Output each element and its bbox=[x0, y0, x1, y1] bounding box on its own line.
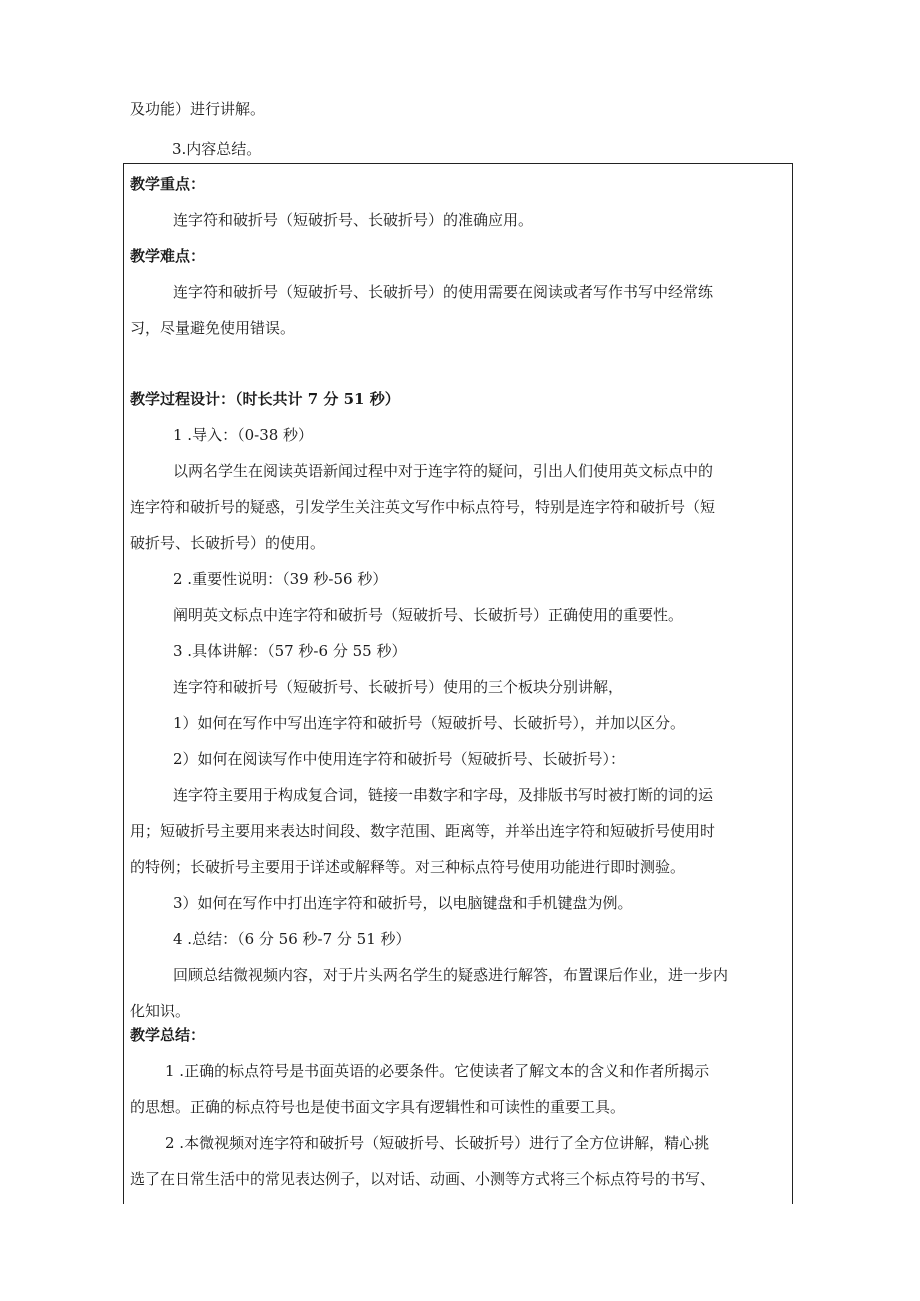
process-line: 连字符和破折号（短破折号、长破折号）使用的三个板块分别讲解， bbox=[173, 678, 624, 696]
table-left-border bbox=[123, 163, 124, 1204]
table-top-border bbox=[123, 163, 793, 164]
process-line: 阐明英文标点中连字符和破折号（短破折号、长破折号）正确使用的重要性。 bbox=[173, 606, 684, 624]
process-line: 破折号、长破折号）的使用。 bbox=[130, 534, 326, 552]
intro-line: 及功能）进行讲解。 bbox=[130, 100, 266, 118]
process-line: 回顾总结微视频内容，对于片头两名学生的疑惑进行解答，布置课后作业，进一步内 bbox=[173, 966, 729, 984]
summary-heading: 教学总结： bbox=[130, 1026, 206, 1044]
summary-line: 的思想。正确的标点符号也是使书面文字具有逻辑性和可读性的重要工具。 bbox=[130, 1098, 626, 1116]
process-line: 3）如何在写作中打出连字符和破折号，以电脑键盘和手机键盘为例。 bbox=[173, 894, 633, 912]
focus-line: 连字符和破折号（短破折号、长破折号）的准确应用。 bbox=[173, 211, 534, 229]
process-line: 连字符主要用于构成复合词，链接一串数字和字母，及排版书写时被打断的词的运 bbox=[173, 786, 714, 804]
process-heading: 教学过程设计：（时长共计 7 分 51 秒） bbox=[130, 390, 400, 408]
process-line: 2 .重要性说明：（39 秒-56 秒） bbox=[173, 570, 388, 588]
process-line: 的特例；长破折号主要用于详述或解释等。对三种标点符号使用功能进行即时测验。 bbox=[130, 858, 686, 876]
process-line: 1）如何在写作中写出连字符和破折号（短破折号、长破折号），并加以区分。 bbox=[173, 714, 686, 732]
process-line: 4 .总结：（6 分 56 秒-7 分 51 秒） bbox=[173, 930, 411, 948]
process-line: 化知识。 bbox=[130, 1002, 191, 1020]
summary-line: 2 .本微视频对连字符和破折号（短破折号、长破折号）进行了全方位讲解，精心挑 bbox=[165, 1134, 710, 1152]
table-right-border bbox=[792, 163, 793, 1204]
process-line: 以两名学生在阅读英语新闻过程中对于连字符的疑问，引出人们使用英文标点中的 bbox=[173, 462, 714, 480]
process-line: 3 .具体讲解：（57 秒-6 分 55 秒） bbox=[173, 642, 407, 660]
process-line: 连字符和破折号的疑惑，引发学生关注英文写作中标点符号，特别是连字符和破折号（短 bbox=[130, 498, 716, 516]
difficulty-heading: 教学难点： bbox=[130, 247, 206, 265]
intro-line: 3.内容总结。 bbox=[172, 140, 262, 158]
process-line: 用；短破折号主要用来表达时间段、数字范围、距离等，并举出连字符和短破折号使用时 bbox=[130, 822, 716, 840]
difficulty-line: 连字符和破折号（短破折号、长破折号）的使用需要在阅读或者写作书写中经常练 bbox=[173, 283, 714, 301]
difficulty-line: 习，尽量避免使用错误。 bbox=[130, 319, 296, 337]
process-line: 2）如何在阅读写作中使用连字符和破折号（短破折号、长破折号）： bbox=[173, 750, 626, 768]
summary-line: 1 .正确的标点符号是书面英语的必要条件。它使读者了解文本的含义和作者所揭示 bbox=[165, 1062, 710, 1080]
summary-line: 选了在日常生活中的常见表达例子，以对话、动画、小测等方式将三个标点符号的书写、 bbox=[130, 1170, 716, 1188]
focus-heading: 教学重点： bbox=[130, 175, 206, 193]
process-line: 1 .导入：（0-38 秒） bbox=[173, 426, 314, 444]
